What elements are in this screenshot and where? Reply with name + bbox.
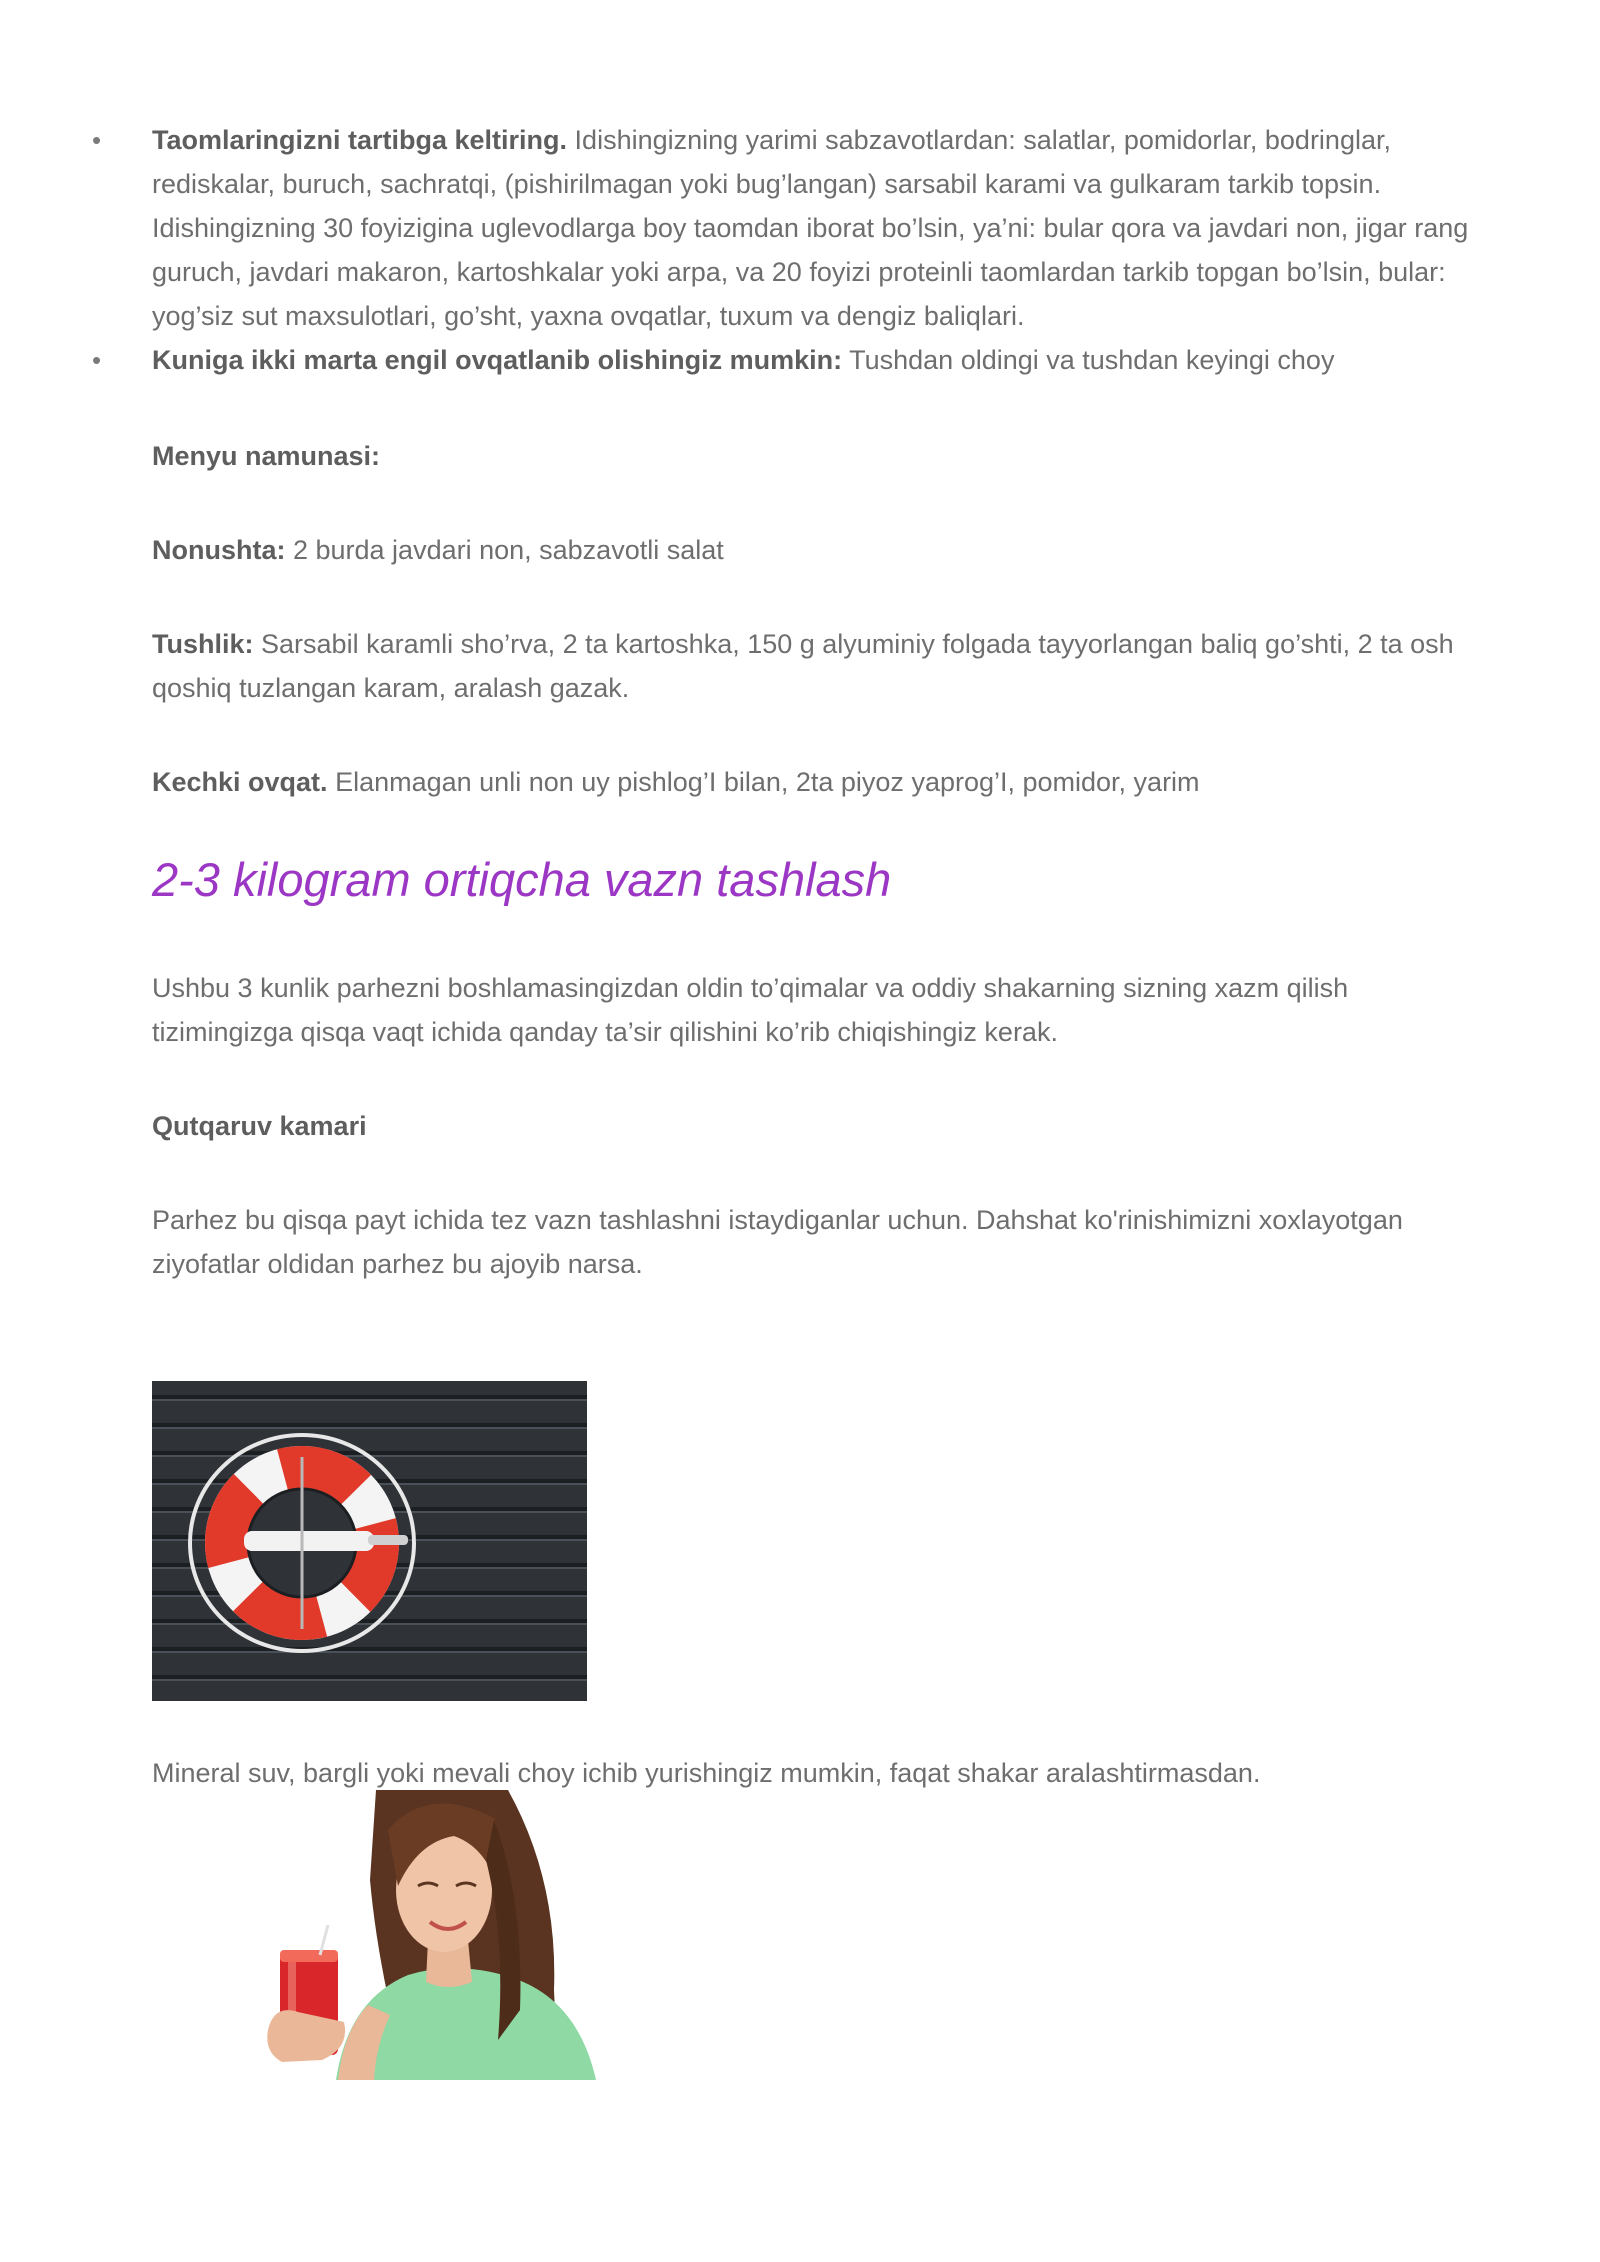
tip-text: Tushdan oldingi va tushdan keyingi choy [842, 345, 1335, 375]
section-heading: 2-3 kilogram ortiqcha vazn tashlash [152, 853, 892, 906]
breakfast-label: Nonushta: [152, 535, 286, 565]
lifebuoy-image [152, 1381, 587, 1701]
lunch-text: Sarsabil karamli sho’rva, 2 ta kartoshka, 150 g alyuminiy folgada tayyorlangan baliq go’shti, 2 ta osh qoshiq tuzlangan karam, aralash gazak. [152, 629, 1454, 703]
diet-paragraph: Parhez bu qisqa payt ichida tez vazn tashlashni istaydiganlar uchun. Dahshat ko'rinishimizni xoxlayotgan ziyofatlar oldidan parhez bu ajoyib narsa. [152, 1205, 1403, 1279]
tip-text: Idishingizning yarimi sabzavotlardan: salatlar, pomidorlar, bodringlar, rediskalar, buruch, sachratqi, (pishirilmagan yoki bug’langan) sarsabil karami va gulkaram tarkib topsin. Idishingizning 30 foyizigina uglevodlarga boy taomdan iborat bo’lsin, ya’ni: bular qora va javdari non, jigar rang guruch, javdari makaron, kartoshkalar yoki arpa, va 20 foyizi proteinli taomlardan tarkib topgan bo’lsin, bular: yog’siz sut maxsulotlari, go’sht, yaxna ovqatlar, tuxum va dengiz baliqlari. [152, 125, 1469, 331]
woman-juice-image [258, 1790, 596, 2080]
intro-paragraph: Ushbu 3 kunlik parhezni boshlamasingizdan oldin to’qimalar va oddiy shakarning sizning xazm qilish tizimingizga qisqa vaqt ichida qanday ta’sir qilishini ko’rib chiqishingiz kerak. [152, 973, 1349, 1047]
dinner-label: Kechki ovqat. [152, 767, 328, 797]
dinner-line [152, 760, 1492, 804]
menu-title: Menyu namunasi: [152, 441, 381, 471]
list-item [92, 338, 1492, 382]
lunch-line [152, 622, 1492, 710]
subheading: Qutqaruv kamari [152, 1111, 367, 1141]
woman-juice-illustration [258, 1790, 596, 2080]
breakfast-line [152, 528, 1492, 572]
dinner-text: Elanmagan unli non uy pishlog’I bilan, 2ta piyoz yaprog’I, pomidor, yarim [327, 767, 1200, 797]
lifebuoy-illustration [152, 1381, 587, 1701]
tips-list [92, 118, 1492, 382]
breakfast-text: 2 burda javdari non, sabzavotli salat [285, 535, 724, 565]
drink-paragraph: Mineral suv, bargli yoki mevali choy ichib yurishingiz mumkin, faqat shakar aralashtirmasdan. [152, 1758, 1261, 1788]
lunch-label: Tushlik: [152, 629, 254, 659]
tip-title: Kuniga ikki marta engil ovqatlanib olishingiz mumkin: [152, 345, 843, 375]
tip-title: Taomlaringizni tartibga keltiring. [152, 125, 568, 155]
list-item [92, 118, 1492, 338]
